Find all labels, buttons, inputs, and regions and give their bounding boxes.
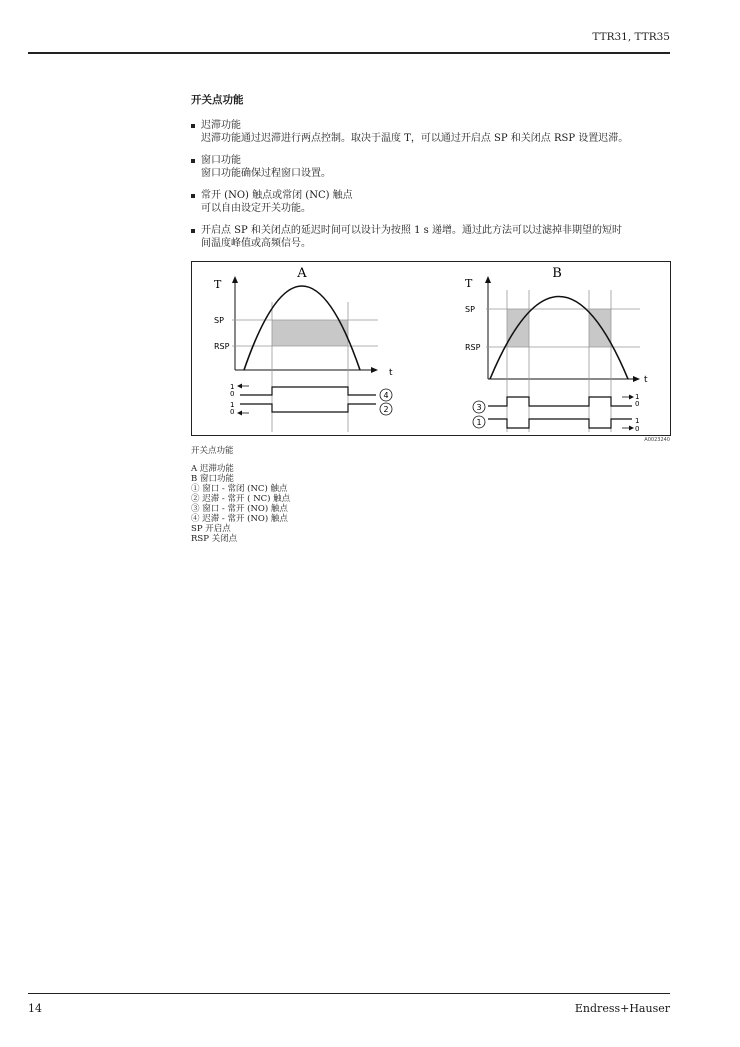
panel-b-rsp-label: RSP (465, 343, 481, 352)
legend-item: ③ 窗口 - 常开 (NO) 触点 (191, 504, 288, 514)
content-section (191, 92, 671, 259)
bullet-icon (191, 194, 195, 198)
bullet-text: 窗口功能确保过程窗口设置。 (201, 168, 331, 179)
callout-2-label: 2 (383, 405, 389, 414)
level-0-label: 0 (635, 400, 640, 408)
bullet-text: 间温度峰值或高频信号。 (201, 238, 311, 249)
panel-a-y-label: T (214, 278, 222, 291)
bullet-text: 迟滞功能通过迟滞进行两点控制。取决于温度 T，可以通过开启点 SP 和关闭点 RSP 设置迟滞。 (201, 133, 629, 144)
panel-a-title: A (297, 266, 307, 281)
bullet-heading: 窗口功能 (201, 155, 241, 166)
legend-item: RSP 关闭点 (191, 534, 238, 544)
bullet-list (191, 119, 671, 250)
panel-b-title: B (552, 266, 562, 281)
bullet-heading: 常开 (NO) 触点或常闭 (NC) 触点 (201, 190, 353, 201)
legend-item: ① 窗口 - 常闭 (NC) 触点 (191, 484, 288, 494)
bullet-text: 可以自由设定开关功能。 (201, 203, 311, 214)
switch-function-figure (191, 261, 671, 436)
panel-a-sp-label: SP (214, 316, 224, 325)
figure-labels (192, 262, 672, 437)
level-1-label: 1 (635, 393, 640, 401)
level-1-label: 1 (635, 417, 640, 425)
panel-b-sp-label: SP (465, 305, 475, 314)
callout-4-label: 4 (383, 391, 389, 400)
document-header-title: TTR31, TTR35 (592, 31, 670, 43)
figure-id: A0023240 (644, 437, 670, 443)
level-1-label: 1 (230, 383, 235, 391)
level-0-label: 0 (230, 390, 235, 398)
bullet-heading: 迟滞功能 (201, 120, 241, 131)
legend-item: B 窗口功能 (191, 474, 234, 484)
section-title: 开关点功能 (191, 94, 244, 106)
legend-item: A 迟滞功能 (191, 464, 234, 474)
level-0-label: 0 (635, 425, 640, 433)
callout-1-label: 1 (476, 418, 482, 427)
figure-caption: 开关点功能 (191, 446, 234, 456)
header-rule (28, 52, 670, 54)
callout-3-label: 3 (476, 403, 482, 412)
list-item (191, 224, 671, 250)
legend-item: ④ 迟滞 - 常开 (NO) 触点 (191, 514, 288, 524)
level-0-label: 0 (230, 408, 235, 416)
bullet-icon (191, 229, 195, 233)
panel-b-y-label: T (465, 277, 473, 290)
legend-item: ② 迟滞 - 常开 ( NC) 触点 (191, 494, 291, 504)
level-1-label: 1 (230, 401, 235, 409)
list-item (191, 189, 671, 215)
legend-item: SP 开启点 (191, 524, 231, 534)
bullet-icon (191, 159, 195, 163)
bullet-icon (191, 124, 195, 128)
bullet-text: 开启点 SP 和关闭点的延迟时间可以设计为按照 1 s 递增。通过此方法可以过滤掉非期望的短时 (201, 225, 622, 236)
panel-b-x-label: t (644, 375, 648, 385)
panel-a-rsp-label: RSP (214, 342, 230, 351)
panel-a-x-label: t (389, 368, 393, 378)
footer-brand: Endress+Hauser (574, 1002, 670, 1015)
page-number: 14 (28, 1002, 42, 1015)
footer-rule (28, 993, 670, 994)
list-item (191, 154, 671, 180)
list-item (191, 119, 671, 145)
figure-legend (191, 446, 290, 544)
